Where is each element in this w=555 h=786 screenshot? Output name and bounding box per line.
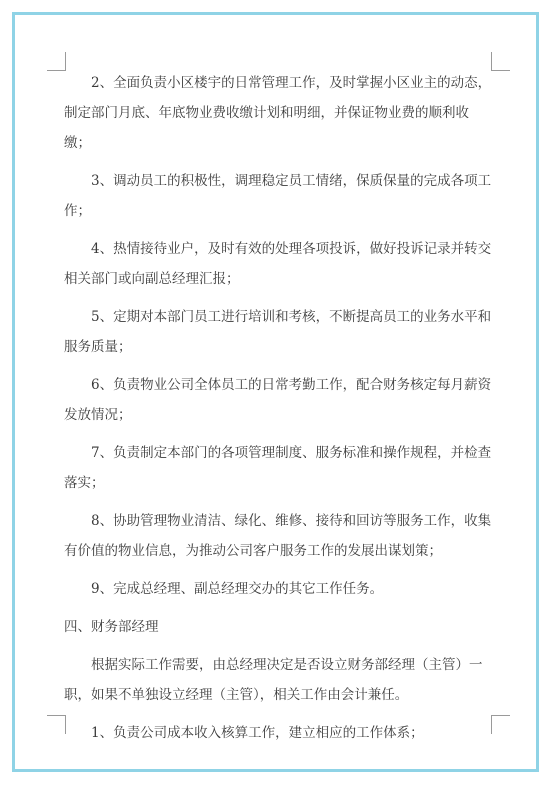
paragraph-item-5: 5、定期对本部门员工进行培训和考核，不断提高员工的业务水平和服务质量； <box>64 309 492 355</box>
section-heading-finance-manager: 四、财务部经理 <box>64 619 159 635</box>
paragraph-finance-item-1: 1、负责公司成本收入核算工作，建立相应的工作体系； <box>91 725 424 741</box>
paragraph-item-8: 8、协助管理物业清洁、绿化、维修、接待和回访等服务工作，收集有价值的物业信息，为推动公司客户服务工作的发展出谋划策； <box>64 513 492 559</box>
paragraph-item-7: 7、负责制定本部门的各项管理制度、服务标准和操作规程，并检查落实； <box>64 445 492 491</box>
paragraph-item-3: 3、调动员工的积极性，调理稳定员工情绪，保质保量的完成各项工作； <box>64 173 492 219</box>
paragraph-item-9: 9、完成总经理、副总经理交办的其它工作任务。 <box>91 581 384 597</box>
document-body <box>64 68 494 748</box>
paragraph-item-4: 4、热情接待业户，及时有效的处理各项投诉，做好投诉记录并转交相关部门或向副总经理汇报； <box>64 241 492 287</box>
paragraph-item-2: 2、全面负责小区楼宇的日常管理工作，及时掌握小区业主的动态，制定部门月底、年底物业费收缴计划和明细，并保证物业费的顺利收缴； <box>64 75 492 151</box>
paragraph-finance-intro: 根据实际工作需要，由总经理决定是否设立财务部经理（主管）一职，如果不单独设立经理（主管），相关工作由会计兼任。 <box>64 657 483 703</box>
paragraph-item-6: 6、负责物业公司全体员工的日常考勤工作，配合财务核定每月薪资发放情况； <box>64 377 492 423</box>
